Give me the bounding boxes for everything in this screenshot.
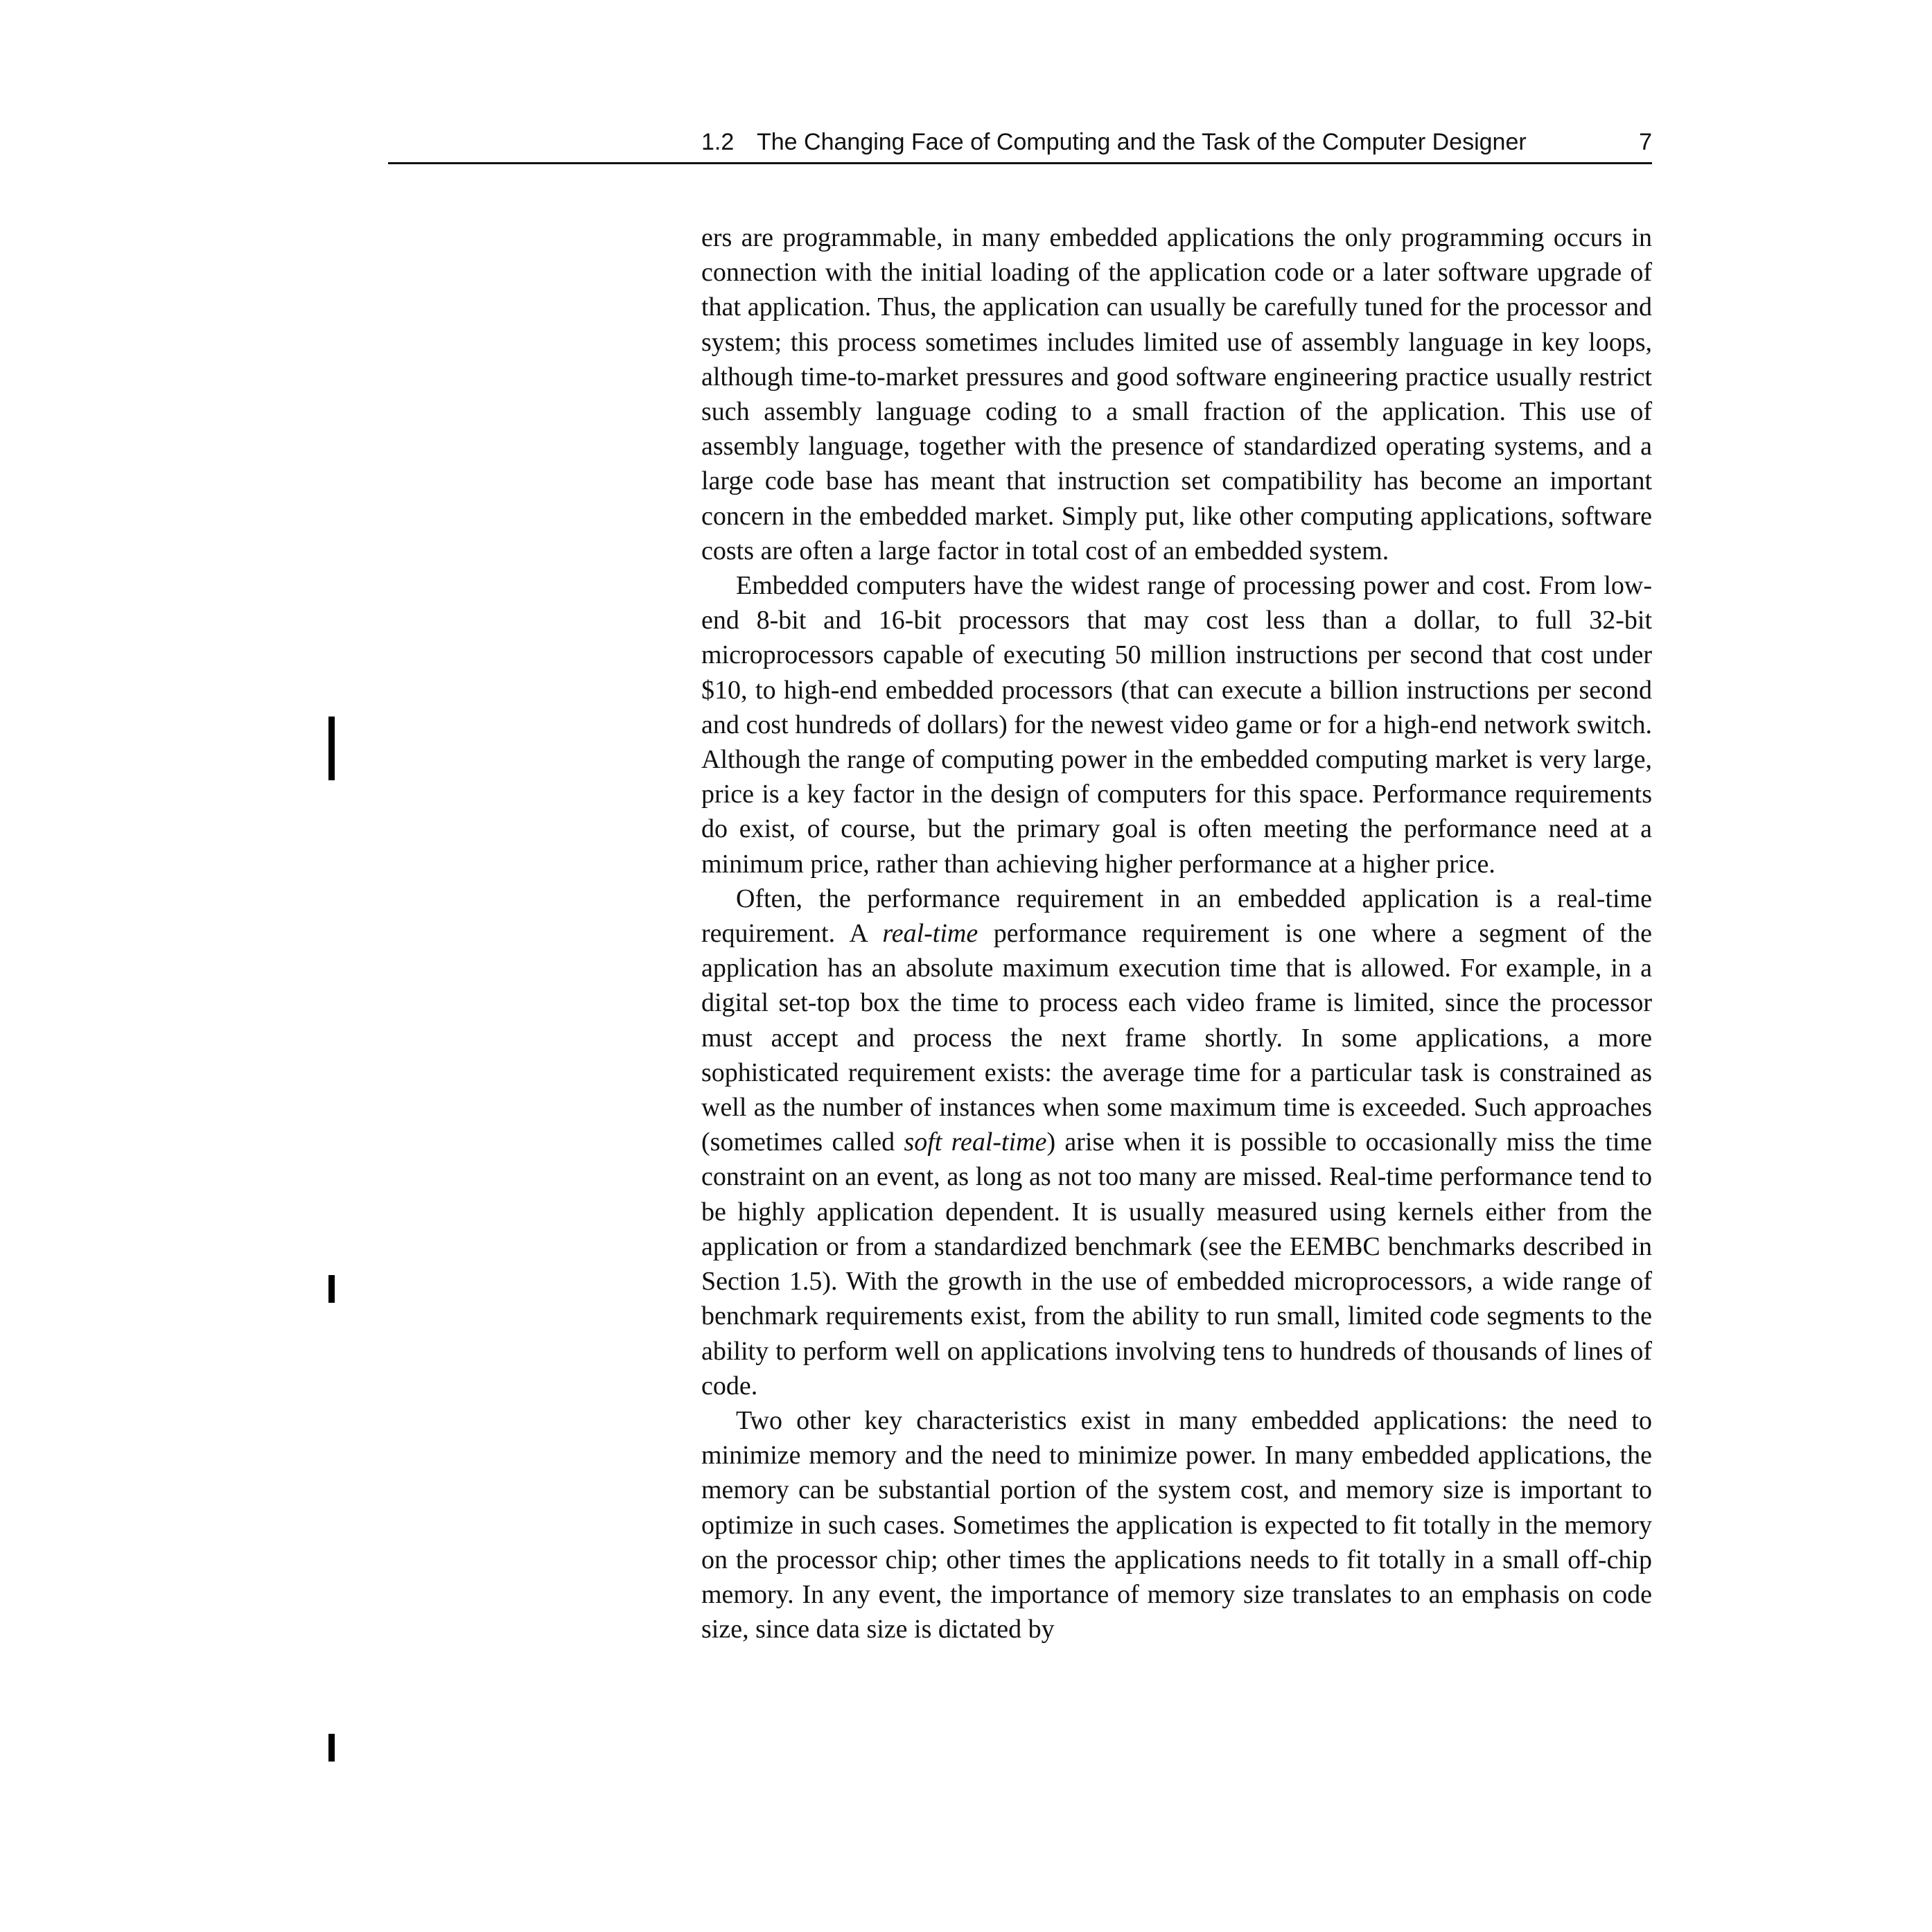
- header-rule: [388, 162, 1652, 164]
- section-number: 1.2: [701, 129, 735, 155]
- change-bar: [328, 717, 335, 780]
- running-head: [701, 125, 1652, 161]
- paragraph-3-text-a: Often, the performance requirement in an embedded application is a real-time requirement. A: [701, 884, 1652, 949]
- paragraph-3: [701, 881, 1652, 1403]
- term-soft-real-time: soft real-time: [904, 1127, 1047, 1157]
- page-number: 7: [1639, 129, 1652, 155]
- term-real-time: real-time: [882, 919, 978, 949]
- body-text: [701, 220, 1652, 1646]
- section-title: The Changing Face of Computing and the Task of the Computer Designer: [757, 129, 1527, 155]
- paragraph-1: ers are programmable, in many embedded applications the only programming occurs in connection with the initial loading of the application code or a later software upgrade of that application. Thus, the application can usually be carefully tuned for the processor and system; this process sometimes includes limited use of assembly language in key loops, although time-to-market pressures and good software engineering practice usually restrict such assembly language coding to a small fraction of the application. This use of assembly language, together with the presence of standardized operating systems, and a large code base has meant that instruction set compatibility has become an important concern in the embedded market. Simply put, like other computing applications, software costs are often a large factor in total cost of an embedded system.: [701, 223, 1652, 565]
- change-bar: [328, 1275, 335, 1303]
- paragraph-3-text-b: performance requirement is one where a segment of the application has an absolute maximum execution time that is allowed. For example, in a digital set-top box the time to process each video frame is limited, since the processor must accept and process the next frame shortly. In some applications, a more sophisticated requirement exists: the average time for a particular task is constrained as well as the number of instances when some maximum time is exceeded. Such approaches (sometimes called: [701, 919, 1652, 1157]
- change-bar: [328, 1734, 335, 1762]
- paragraph-3-text-c: ) arise when it is possible to occasionally miss the time constraint on an event, as long as not too many are missed. Real-time performance tend to be highly application dependent. It is usually measured using kernels either from the application or from a standardized benchmark (see the EEMBC benchmarks described in Section 1.5). With the growth in the use of embedded microprocessors, a wide range of benchmark requirements exist, from the ability to run small, limited code segments to the ability to perform well on applications involving tens to hundreds of thousands of lines of code.: [701, 1127, 1652, 1400]
- paragraph-4: Two other key characteristics exist in many embedded applications: the need to minimize memory and the need to minimize power. In many embedded applications, the memory can be substantial portion of the system cost, and memory size is important to optimize in such cases. Sometimes the application is expected to fit totally in the memory on the processor chip; other times the applications needs to fit totally in a small off-chip memory. In any event, the importance of memory size translates to an emphasis on code size, since data size is dictated by: [701, 1405, 1652, 1644]
- paragraph-2: Embedded computers have the widest range of processing power and cost. From low-end 8-bit and 16-bit processors that may cost less than a dollar, to full 32-bit microprocessors capable of executing 50 million instructions per second that cost under $10, to high-end embedded processors (that can execute a billion instructions per second and cost hundreds of dollars) for the newest video game or for a high-end network switch. Although the range of computing power in the embedded computing market is very large, price is a key factor in the design of computers for this space. Performance requirements do exist, of course, but the primary goal is often meeting the performance need at a minimum price, rather than achieving higher performance at a higher price.: [701, 571, 1652, 879]
